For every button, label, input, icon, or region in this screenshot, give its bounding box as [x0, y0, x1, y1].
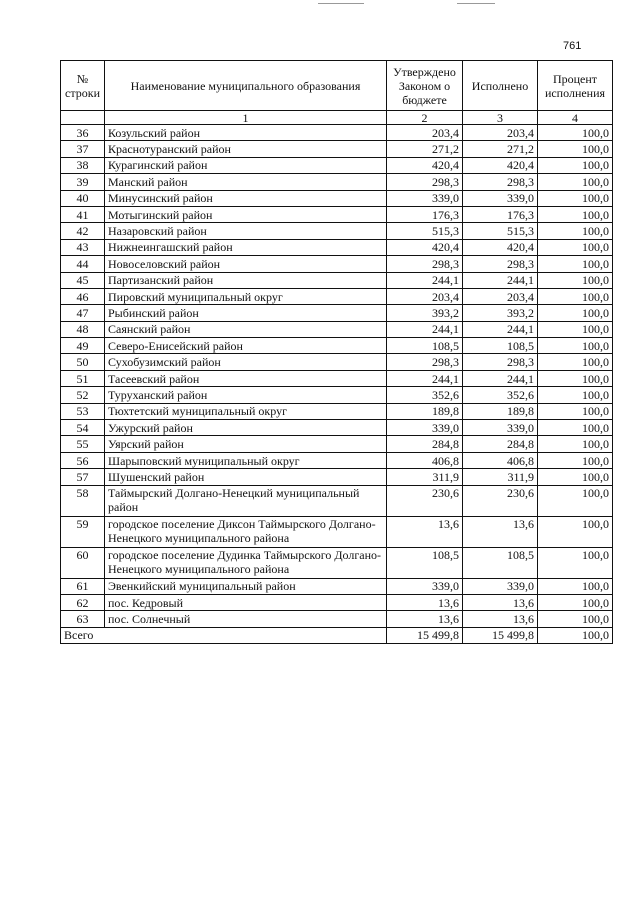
table-row	[61, 256, 613, 272]
approved-value: 352,6	[387, 387, 463, 403]
executed-value: 108,5	[463, 547, 538, 578]
row-number: 52	[61, 387, 105, 403]
table-row	[61, 485, 613, 516]
row-number: 47	[61, 305, 105, 321]
header-municipality-name: Наименование муниципального образования	[105, 61, 387, 111]
municipality-name: пос. Солнечный	[105, 611, 387, 627]
percent-value: 100,0	[538, 338, 613, 354]
municipality-name: Партизанский район	[105, 272, 387, 288]
row-number: 53	[61, 403, 105, 419]
executed-value: 203,4	[463, 288, 538, 304]
table-row	[61, 578, 613, 594]
approved-value: 298,3	[387, 256, 463, 272]
municipality-name: Новоселовский район	[105, 256, 387, 272]
approved-value: 13,6	[387, 611, 463, 627]
header-row	[61, 61, 613, 111]
header-percent: Процент исполнения	[538, 61, 613, 111]
table-row	[61, 223, 613, 239]
percent-value: 100,0	[538, 452, 613, 468]
executed-value: 515,3	[463, 223, 538, 239]
table-row	[61, 272, 613, 288]
table-row	[61, 288, 613, 304]
executed-value: 13,6	[463, 611, 538, 627]
table-row	[61, 338, 613, 354]
municipality-name: Назаровский район	[105, 223, 387, 239]
executed-value: 339,0	[463, 420, 538, 436]
approved-value: 108,5	[387, 547, 463, 578]
executed-value: 406,8	[463, 452, 538, 468]
percent-value: 100,0	[538, 403, 613, 419]
row-number: 50	[61, 354, 105, 370]
executed-value: 393,2	[463, 305, 538, 321]
municipality-name: Мотыгинский район	[105, 206, 387, 222]
row-number: 55	[61, 436, 105, 452]
approved-value: 271,2	[387, 141, 463, 157]
percent-value: 100,0	[538, 157, 613, 173]
total-row	[61, 627, 613, 643]
row-number: 37	[61, 141, 105, 157]
row-number: 57	[61, 469, 105, 485]
municipality-name: Саянский район	[105, 321, 387, 337]
row-number: 62	[61, 594, 105, 610]
total-approved: 15 499,8	[387, 627, 463, 643]
table-row	[61, 305, 613, 321]
table-row	[61, 190, 613, 206]
executed-value: 203,4	[463, 125, 538, 141]
row-number: 56	[61, 452, 105, 468]
municipality-name: пос. Кедровый	[105, 594, 387, 610]
column-number	[61, 111, 105, 125]
percent-value: 100,0	[538, 387, 613, 403]
percent-value: 100,0	[538, 420, 613, 436]
total-percent: 100,0	[538, 627, 613, 643]
table-row	[61, 354, 613, 370]
municipality-name: Эвенкийский муниципальный район	[105, 578, 387, 594]
table-row	[61, 436, 613, 452]
approved-value: 339,0	[387, 190, 463, 206]
column-number: 3	[463, 111, 538, 125]
table-row	[61, 370, 613, 386]
approved-value: 13,6	[387, 516, 463, 547]
budget-execution-table	[60, 60, 613, 644]
approved-value: 393,2	[387, 305, 463, 321]
approved-value: 420,4	[387, 157, 463, 173]
percent-value: 100,0	[538, 485, 613, 516]
row-number: 60	[61, 547, 105, 578]
row-number: 40	[61, 190, 105, 206]
approved-value: 189,8	[387, 403, 463, 419]
executed-value: 244,1	[463, 370, 538, 386]
approved-value: 230,6	[387, 485, 463, 516]
column-number-row	[61, 111, 613, 125]
percent-value: 100,0	[538, 547, 613, 578]
executed-value: 230,6	[463, 485, 538, 516]
executed-value: 13,6	[463, 516, 538, 547]
column-number: 4	[538, 111, 613, 125]
scan-mark-right	[457, 3, 495, 4]
row-number: 46	[61, 288, 105, 304]
table-row	[61, 321, 613, 337]
scan-mark-left	[318, 3, 364, 4]
row-number: 36	[61, 125, 105, 141]
row-number: 61	[61, 578, 105, 594]
municipality-name: Пировский муниципальный округ	[105, 288, 387, 304]
municipality-name: Северо-Енисейский район	[105, 338, 387, 354]
municipality-name: Минусинский район	[105, 190, 387, 206]
executed-value: 108,5	[463, 338, 538, 354]
percent-value: 100,0	[538, 354, 613, 370]
executed-value: 244,1	[463, 272, 538, 288]
table-row	[61, 206, 613, 222]
executed-value: 284,8	[463, 436, 538, 452]
approved-value: 13,6	[387, 594, 463, 610]
municipality-name: Ужурский район	[105, 420, 387, 436]
percent-value: 100,0	[538, 436, 613, 452]
percent-value: 100,0	[538, 370, 613, 386]
approved-value: 339,0	[387, 578, 463, 594]
row-number: 51	[61, 370, 105, 386]
approved-value: 311,9	[387, 469, 463, 485]
approved-value: 298,3	[387, 354, 463, 370]
municipality-name: Сухобузимский район	[105, 354, 387, 370]
percent-value: 100,0	[538, 469, 613, 485]
row-number: 38	[61, 157, 105, 173]
executed-value: 352,6	[463, 387, 538, 403]
row-number: 63	[61, 611, 105, 627]
approved-value: 244,1	[387, 272, 463, 288]
header-approved: Утверждено Законом о бюджете	[387, 61, 463, 111]
executed-value: 339,0	[463, 190, 538, 206]
executed-value: 420,4	[463, 157, 538, 173]
approved-value: 176,3	[387, 206, 463, 222]
approved-value: 108,5	[387, 338, 463, 354]
percent-value: 100,0	[538, 272, 613, 288]
executed-value: 339,0	[463, 578, 538, 594]
percent-value: 100,0	[538, 190, 613, 206]
municipality-name: Краснотуранский район	[105, 141, 387, 157]
row-number: 54	[61, 420, 105, 436]
municipality-name: Нижнеингашский район	[105, 239, 387, 255]
row-number: 41	[61, 206, 105, 222]
approved-value: 515,3	[387, 223, 463, 239]
row-number: 58	[61, 485, 105, 516]
percent-value: 100,0	[538, 321, 613, 337]
municipality-name: Курагинский район	[105, 157, 387, 173]
table-row	[61, 125, 613, 141]
row-number: 42	[61, 223, 105, 239]
row-number: 45	[61, 272, 105, 288]
row-number: 43	[61, 239, 105, 255]
percent-value: 100,0	[538, 305, 613, 321]
executed-value: 311,9	[463, 469, 538, 485]
municipality-name: городское поселение Дудинка Таймырского Долгано-Ненецкого муниципального района	[105, 547, 387, 578]
percent-value: 100,0	[538, 256, 613, 272]
approved-value: 420,4	[387, 239, 463, 255]
municipality-name: Козульский район	[105, 125, 387, 141]
table-row	[61, 594, 613, 610]
executed-value: 13,6	[463, 594, 538, 610]
municipality-name: Тасеевский район	[105, 370, 387, 386]
percent-value: 100,0	[538, 141, 613, 157]
table-row	[61, 611, 613, 627]
municipality-name: Туруханский район	[105, 387, 387, 403]
row-number: 44	[61, 256, 105, 272]
approved-value: 203,4	[387, 288, 463, 304]
executed-value: 298,3	[463, 174, 538, 190]
municipality-name: Шарыповский муниципальный округ	[105, 452, 387, 468]
approved-value: 406,8	[387, 452, 463, 468]
table-row	[61, 174, 613, 190]
percent-value: 100,0	[538, 206, 613, 222]
table-row	[61, 420, 613, 436]
table-row	[61, 157, 613, 173]
municipality-name: городское поселение Диксон Таймырского Долгано-Ненецкого муниципального района	[105, 516, 387, 547]
total-label: Всего	[61, 627, 387, 643]
executed-value: 298,3	[463, 256, 538, 272]
table-row	[61, 469, 613, 485]
executed-value: 176,3	[463, 206, 538, 222]
approved-value: 244,1	[387, 370, 463, 386]
table-row	[61, 403, 613, 419]
header-row-number: № строки	[61, 61, 105, 111]
table-row	[61, 239, 613, 255]
percent-value: 100,0	[538, 223, 613, 239]
executed-value: 244,1	[463, 321, 538, 337]
page-number: 761	[563, 40, 582, 52]
approved-value: 339,0	[387, 420, 463, 436]
percent-value: 100,0	[538, 288, 613, 304]
municipality-name: Таймырский Долгано-Ненецкий муниципальный район	[105, 485, 387, 516]
percent-value: 100,0	[538, 174, 613, 190]
row-number: 59	[61, 516, 105, 547]
approved-value: 284,8	[387, 436, 463, 452]
percent-value: 100,0	[538, 611, 613, 627]
municipality-name: Уярский район	[105, 436, 387, 452]
row-number: 39	[61, 174, 105, 190]
municipality-name: Рыбинский район	[105, 305, 387, 321]
table-row	[61, 141, 613, 157]
row-number: 48	[61, 321, 105, 337]
percent-value: 100,0	[538, 125, 613, 141]
column-number: 2	[387, 111, 463, 125]
municipality-name: Шушенский район	[105, 469, 387, 485]
table-row	[61, 452, 613, 468]
percent-value: 100,0	[538, 516, 613, 547]
table-row	[61, 516, 613, 547]
executed-value: 189,8	[463, 403, 538, 419]
executed-value: 298,3	[463, 354, 538, 370]
table-row	[61, 387, 613, 403]
municipality-name: Манский район	[105, 174, 387, 190]
percent-value: 100,0	[538, 239, 613, 255]
executed-value: 271,2	[463, 141, 538, 157]
approved-value: 203,4	[387, 125, 463, 141]
approved-value: 298,3	[387, 174, 463, 190]
header-executed: Исполнено	[463, 61, 538, 111]
total-executed: 15 499,8	[463, 627, 538, 643]
column-number: 1	[105, 111, 387, 125]
municipality-name: Тюхтетский муниципальный округ	[105, 403, 387, 419]
approved-value: 244,1	[387, 321, 463, 337]
percent-value: 100,0	[538, 594, 613, 610]
percent-value: 100,0	[538, 578, 613, 594]
table-row	[61, 547, 613, 578]
row-number: 49	[61, 338, 105, 354]
executed-value: 420,4	[463, 239, 538, 255]
